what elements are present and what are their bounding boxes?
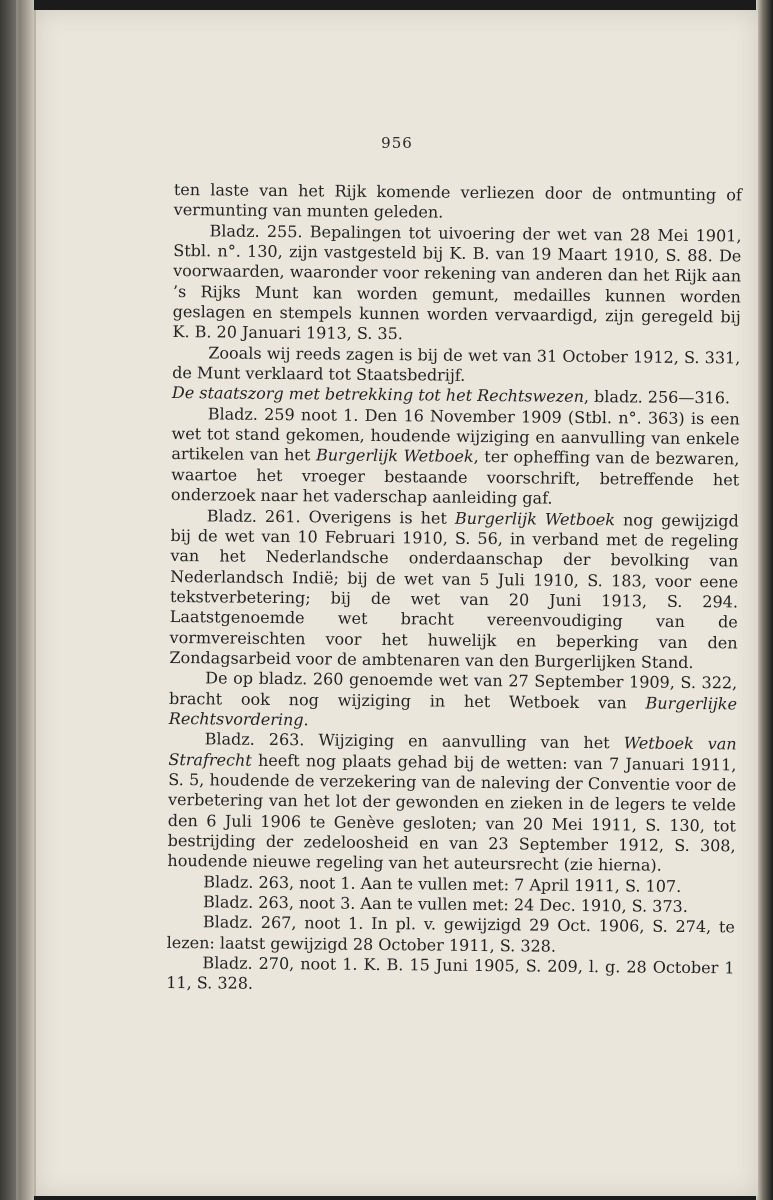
- text-run: Bladz. 261. Overigens is het: [206, 505, 456, 528]
- text-run: ten laste van het Rijk komende verliezen door de ontmunting of vermunting van munten geleden.: [173, 180, 742, 222]
- text-run: heeft nog plaats gehad bij de wetten: van 7 Januari 1911, S. 5, houdende de verzekering van de naleving der Conventie voor de verbetering van het lot der gewonden en zieken in de legers te velde den 6 Juli 1906 te Genève gesloten; van 20 Mei 1911, S. 130, tot bestrijding der zedeloosheid en van 23 September 1912, S. 308, houdende nieuwe regeling van het auteursrecht (zie hierna).: [167, 750, 737, 876]
- text-run: , ter opheffing van de bezwaren, waartoe het vroeger bestaande voorschrift, betreffende het onderzoek naar het vaderschap aanleiding gaf.: [170, 447, 740, 508]
- paragraph-12: [166, 953, 734, 999]
- paragraph-1: [174, 180, 742, 226]
- paragraph-2: [172, 221, 741, 349]
- page-right-edge: [756, 0, 773, 1200]
- text-run: Bladz. 267, noot 1. In pl. v. gewijzigd 29 Oct. 1906, S. 274, te lezen: laatst gewijzigd 28 October 1911, S. 328.: [166, 912, 735, 956]
- section-title: De staatszorg met betrekking tot het Rechtswezen: [171, 383, 585, 407]
- text-run: Bladz. 263, noot 1. Aan te vullen met: 7 April 1911, S. 107.: [203, 872, 682, 896]
- book-spine-left: [0, 0, 34, 1200]
- text-run: nog gewijzigd bij de wet van 10 Februari 1910, S. 56, in verband met de regeling van het Nederlandsche onderdaanschap der bevolking van Nederlandsch Indië; bij de wet van 5 Juli 1910, S. 183, voor eene tekstverbetering; bij de wet van 20 Juni 1913, S. 294. Laatstgenoemde wet bracht vereenvoudiging van de vormvereischten voor het huwelijk en beperking van den Zondagsarbeid voor de ambtenaren van den Burgerlijken Stand.: [169, 509, 739, 672]
- text-run: Bladz. 263. Wijziging en aanvulling van het: [204, 729, 624, 753]
- paragraph-7: [169, 668, 738, 734]
- text-run: De op bladz. 260 genoemde wet van 27 September 1909, S. 322, bracht ook nog wijziging in het Wetboek van: [168, 668, 738, 713]
- italic-term: Burgerlijke Rechtsvordering: [168, 693, 738, 730]
- paragraph-3: [172, 343, 740, 389]
- page-number: 956: [381, 134, 413, 152]
- text-run: .: [303, 710, 309, 730]
- text-run: Bladz. 255. Bepalingen tot uivoering der wet van 28 Mei 1901, Stbl. n°. 130, zijn vastgesteld bij K. B. van 19 Maart 1910, S. 88. De voorwaarden, waaronder voor rekening van anderen dan het Rijk aan ’s Rijks Munt kan worden gemunt, medailles kunnen worden geslagen en stempels kunnen worden vervaardigd, zijn geregeld bij K. B. 20 Januari 1913, S. 35.: [172, 221, 742, 344]
- paragraph-8: [167, 729, 736, 877]
- page-text: [166, 180, 742, 999]
- italic-term: Burgerlijk Wetboek: [454, 508, 616, 529]
- text-run: , bladz. 256—316.: [583, 387, 731, 408]
- italic-term: Wetboek van Strafrecht: [168, 733, 737, 770]
- paragraph-6: [169, 505, 739, 673]
- paragraph-11: [167, 912, 735, 958]
- paragraph-5: [171, 404, 740, 511]
- text-run: Bladz. 263, noot 3. Aan te vullen met: 24 Dec. 1910, S. 373.: [202, 892, 688, 916]
- text-run: Bladz. 270, noot 1. K. B. 15 Juni 1905, S. 209, l. g. 28 October 1 11, S. 328.: [166, 953, 735, 994]
- text-run: Zooals wij reeds zagen is bij de wet van 31 October 1912, S. 331, de Munt verklaard tot Staatsbedrijf.: [172, 343, 741, 385]
- italic-term: Burgerlijk Wetboek: [315, 445, 474, 467]
- book-page: [34, 10, 758, 1196]
- text-run: Bladz. 259 noot 1. Den 16 November 1909 (Stbl. n°. 363) is een wet tot stand gekomen, houdende wijziging en aanvulling van enkele artikelen van het: [171, 404, 740, 465]
- binding-line: [16, 0, 19, 1200]
